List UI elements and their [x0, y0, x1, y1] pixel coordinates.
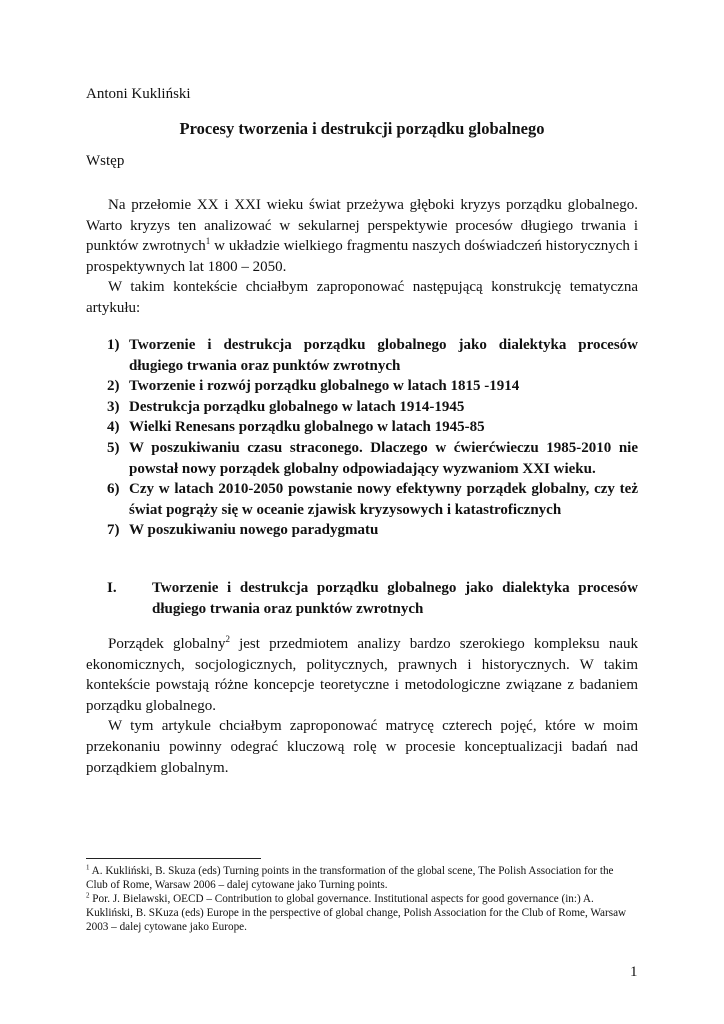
footnotes [86, 864, 638, 934]
section-1-paragraph-2: W tym artykule chciałbym zaproponować matrycę czterech pojęć, które w moim przekonaniu powinny odegrać kluczową rolę w procesie konceptualizacji badań nad porządkiem globalnym. [86, 718, 638, 776]
list-item: 7) W poszukiwaniu nowego paradygmatu [107, 522, 379, 539]
footnote-2: $^2$ Por. J. Bielawski, OECD – Contribution to global governance. Institutional aspects for good governance (in:) A. Kukliński, B. SKuza (eds) Europe in the perspective of global change, Polish Association for the Club of Rome, Warsaw 2003 – dalej cytowane jako Europe. [86, 891, 627, 933]
intro-heading: Wstęp [86, 153, 125, 169]
list-item: 2) Tworzenie i rozwój porządku globalnego w latach 1815 -1914 [107, 378, 520, 395]
footnote-ref-1: 1 [205, 236, 211, 247]
footnote-ref-2: 2 [225, 634, 230, 644]
section-title: Tworzenie i destrukcja porządku globalnego jako dialektyka procesów długiego trwania oraz punktów zwrotnych [152, 580, 638, 617]
intro-paragraph-1: Na przełomie XX i XXI wieku świat przeżywa głęboki kryzys porządku globalnego. Warto kryzys ten analizować w sekularnej perspektywie procesów długiego trwania i punktów zwrotnych$^1$ w układzie wielkiego fragmentu naszych doświadczeń historycznych i prospektywnych lat 1800 – 2050. W takim kontekście chciałbym zaproponować następującą konstrukcję tematyczna artykułu: [86, 197, 638, 316]
section-1-paragraph-1: Porządek globalny$^2$ jest przedmiotem analizy bardzo szerokiego kompleksu nauk ekonomicznych, socjologicznych, politycznych, prawnych i historycznych. W takim kontekście powstają różne koncepcje teoretyczne i metodologiczne związane z badaniem porządku globalnego. W tym artykule chciałbym zaproponować matrycę czterech pojęć, które w moim przekonaniu powinny odegrać kluczową rolę w procesie konceptualizacji badań nad porządkiem globalnym. [86, 634, 638, 776]
list-item: 3) Destrukcja porządku globalnego w latach 1914-1945 [107, 398, 465, 415]
article-title: Procesy tworzenia i destrukcji porządku globalnego [179, 119, 545, 138]
list-item: 6) Czy w latach 2010-2050 powstanie nowy efektywny porządek globalny, czy też świat pogrąży się w oceanie zjawisk kryzysowych i katastroficznych [107, 481, 638, 518]
footnote-1: $^1$ A. Kukliński, B. Skuza (eds) Turning points in the transformation of the global scene, The Polish Association for the Club of Rome, Warsaw 2006 – dalej cytowane jako Turning points. [86, 863, 614, 891]
section-numeral: I. [107, 580, 117, 596]
list-item: 4) Wielki Renesans porządku globalnego w latach 1945-85 [107, 419, 485, 436]
intro-paragraph-2: W takim kontekście chciałbym zaproponować następującą konstrukcję tematyczna artykułu: [86, 279, 638, 316]
topic-list [107, 335, 638, 541]
section-1-heading [107, 578, 638, 619]
page-number: 1 [630, 964, 638, 980]
footnote-separator [86, 858, 261, 859]
list-item: 1) Tworzenie i destrukcja porządku globalnego jako dialektyka procesów długiego trwania oraz punktów zwrotnych [107, 337, 638, 374]
author-name: Antoni Kukliński [86, 86, 191, 102]
list-item: 5) W poszukiwaniu czasu straconego. Dlaczego w ćwierćwieczu 1985-2010 nie powstał nowy porządek globalny odpowiadający wyzwaniom XXI wieku. [107, 439, 638, 477]
